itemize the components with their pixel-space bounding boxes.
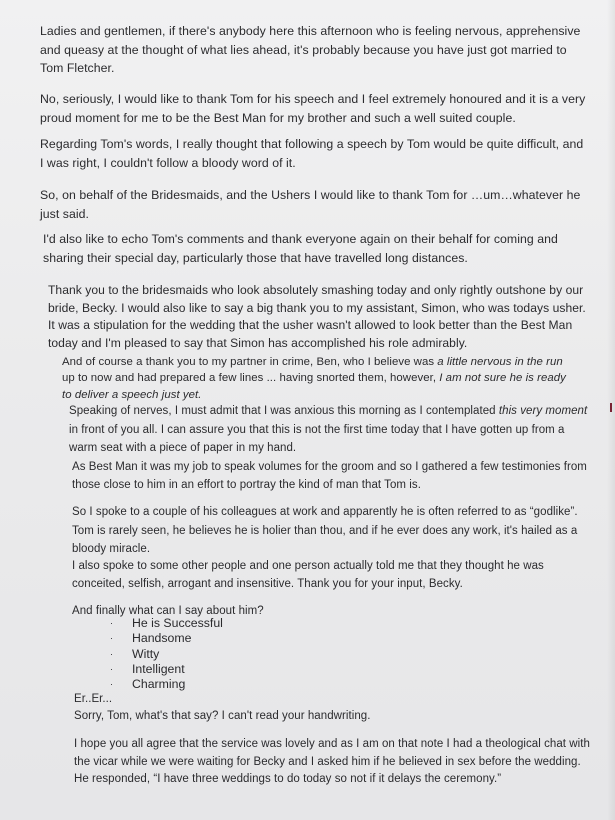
- list-item: [110, 616, 223, 631]
- text-line: just said.: [40, 206, 90, 221]
- text-line: I was right, I couldn't follow a bloody word of it.: [40, 155, 296, 170]
- text-line: bride, Becky. I would also like to say a big thank you to my assistant, Simon, who was todays usher.: [48, 300, 586, 315]
- text-line: So, on behalf of the Bridesmaids, and the Ushers I would like to thank Tom for …um…whatever he: [40, 188, 581, 202]
- text-line: Tom is rarely seen, he believes he is holier than thou, and if he ever does any work, it's hailed as a: [72, 524, 578, 537]
- list-item: [110, 647, 223, 662]
- paragraph-colleagues: [72, 503, 578, 559]
- italic-text: I am not sure he is ready: [439, 372, 566, 385]
- text-line: And finally what can I say about him?: [72, 605, 264, 617]
- text-line: I also spoke to some other people and one person actually told me that they thought he was: [72, 560, 544, 572]
- italic-text: a little nervous in the run: [437, 356, 563, 368]
- text-line: I'd also like to echo Tom's comments and thank everyone again on their behalf for coming and: [43, 232, 558, 246]
- text-line: [62, 387, 566, 403]
- text-line: Regarding Tom's words, I really thought that following a speech by Tom would be quite difficult, and: [40, 137, 584, 151]
- text-line: Tom Fletcher.: [40, 61, 115, 76]
- text-line: And of course a thank you to my partner in crime, Ben, who I believe was a little nervous in the run: [62, 356, 563, 368]
- text-line: I hope you all agree that the service was lovely and as I am on that note I had a theological chat with: [74, 738, 590, 750]
- text-line: Sorry, Tom, what's that say? I can't read your handwriting.: [74, 710, 371, 722]
- list-item-text: Charming: [132, 677, 186, 692]
- text-line: up to now and had prepared a few lines ... having snorted them, however, I am not sure he is ready: [62, 372, 566, 385]
- paragraph-regarding: [40, 135, 583, 172]
- text-line: sharing their special day, particularly those that have travelled long distances.: [43, 250, 468, 265]
- text-line: and queasy at the thought of what lies ahead, it's probably because you have just got married to: [40, 42, 567, 57]
- list-item-text: Witty: [132, 646, 160, 661]
- text-line: He responded, “I have three weddings to do today so not if it delays the ceremony.”: [74, 773, 502, 785]
- text-line: today and I'm pleased to say that Simon has accomplished his role admirably.: [48, 335, 468, 350]
- bullet-icon: ·: [110, 633, 113, 644]
- text-line: Speaking of nerves, I must admit that I was anxious this morning as I contemplated this very moment: [69, 405, 588, 417]
- list-item-text: He is Successful: [132, 616, 223, 630]
- text-line: bloody miracle.: [72, 543, 151, 555]
- paragraph-handwriting: [74, 691, 370, 725]
- margin-mark: [610, 403, 612, 412]
- paragraph-other-people: [72, 557, 544, 593]
- text-line: the vicar while we were waiting for Becky and I asked him if he believed in sex before the wedding.: [74, 755, 581, 768]
- text-line: As Best Man it was my job to speak volumes for the groom and so I gathered a few testimonies from: [72, 461, 587, 473]
- bullet-icon: ·: [110, 663, 113, 674]
- paragraph-nerves: [69, 402, 587, 458]
- text-line: Er..Er...: [74, 693, 113, 705]
- qualities-list: [110, 616, 223, 692]
- bullet-icon: ·: [110, 618, 113, 628]
- text-line: in front of you all. I can assure you that this is not the first time today that I have gotten up from a: [69, 423, 565, 436]
- text-line: proud moment for me to be the Best Man for my brother and such a well suited couple.: [40, 110, 516, 125]
- list-item-text: Intelligent: [132, 661, 185, 676]
- paragraph-echo: [43, 230, 558, 267]
- italic-text: to deliver a speech just yet.: [62, 388, 202, 401]
- paragraph-bridesmaids-thanks: [48, 282, 586, 352]
- paragraph-closing-joke: [74, 736, 590, 789]
- text-line: So I spoke to a couple of his colleagues at work and apparently he is often referred to as “godlike”.: [72, 506, 578, 518]
- bullet-icon: ·: [110, 648, 113, 659]
- text-line: Thank you to the bridesmaids who look absolutely smashing today and only rightly outshone by our: [48, 283, 584, 297]
- text-line: those close to him in an effort to portray the kind of man that Tom is.: [72, 479, 421, 491]
- list-item-text: Handsome: [132, 631, 192, 646]
- paragraph-bridesmaids-ushers: [40, 186, 580, 223]
- paragraph-testimonies: [72, 458, 587, 494]
- paragraph-thanks: [40, 90, 585, 127]
- text-line: No, seriously, I would like to thank Tom for his speech and I feel extremely honoured and it is a very: [40, 92, 586, 106]
- text-line: Ladies and gentlemen, if there's anybody here this afternoon who is feeling nervous, apprehensive: [40, 24, 581, 38]
- paragraph-partner-in-crime: [62, 354, 566, 403]
- italic-text: this very moment: [498, 405, 588, 417]
- text-line: It was a stipulation for the wedding that the usher wasn't allowed to look better than the Best Man: [48, 318, 573, 333]
- list-item: [110, 631, 223, 646]
- paragraph-opening: [40, 22, 580, 78]
- text-line: warm seat with a piece of paper in my hand.: [69, 442, 297, 455]
- text-line: conceited, selfish, arrogant and insensitive. Thank you for your input, Becky.: [72, 578, 463, 590]
- list-item: [110, 662, 223, 677]
- bullet-icon: ·: [110, 679, 113, 690]
